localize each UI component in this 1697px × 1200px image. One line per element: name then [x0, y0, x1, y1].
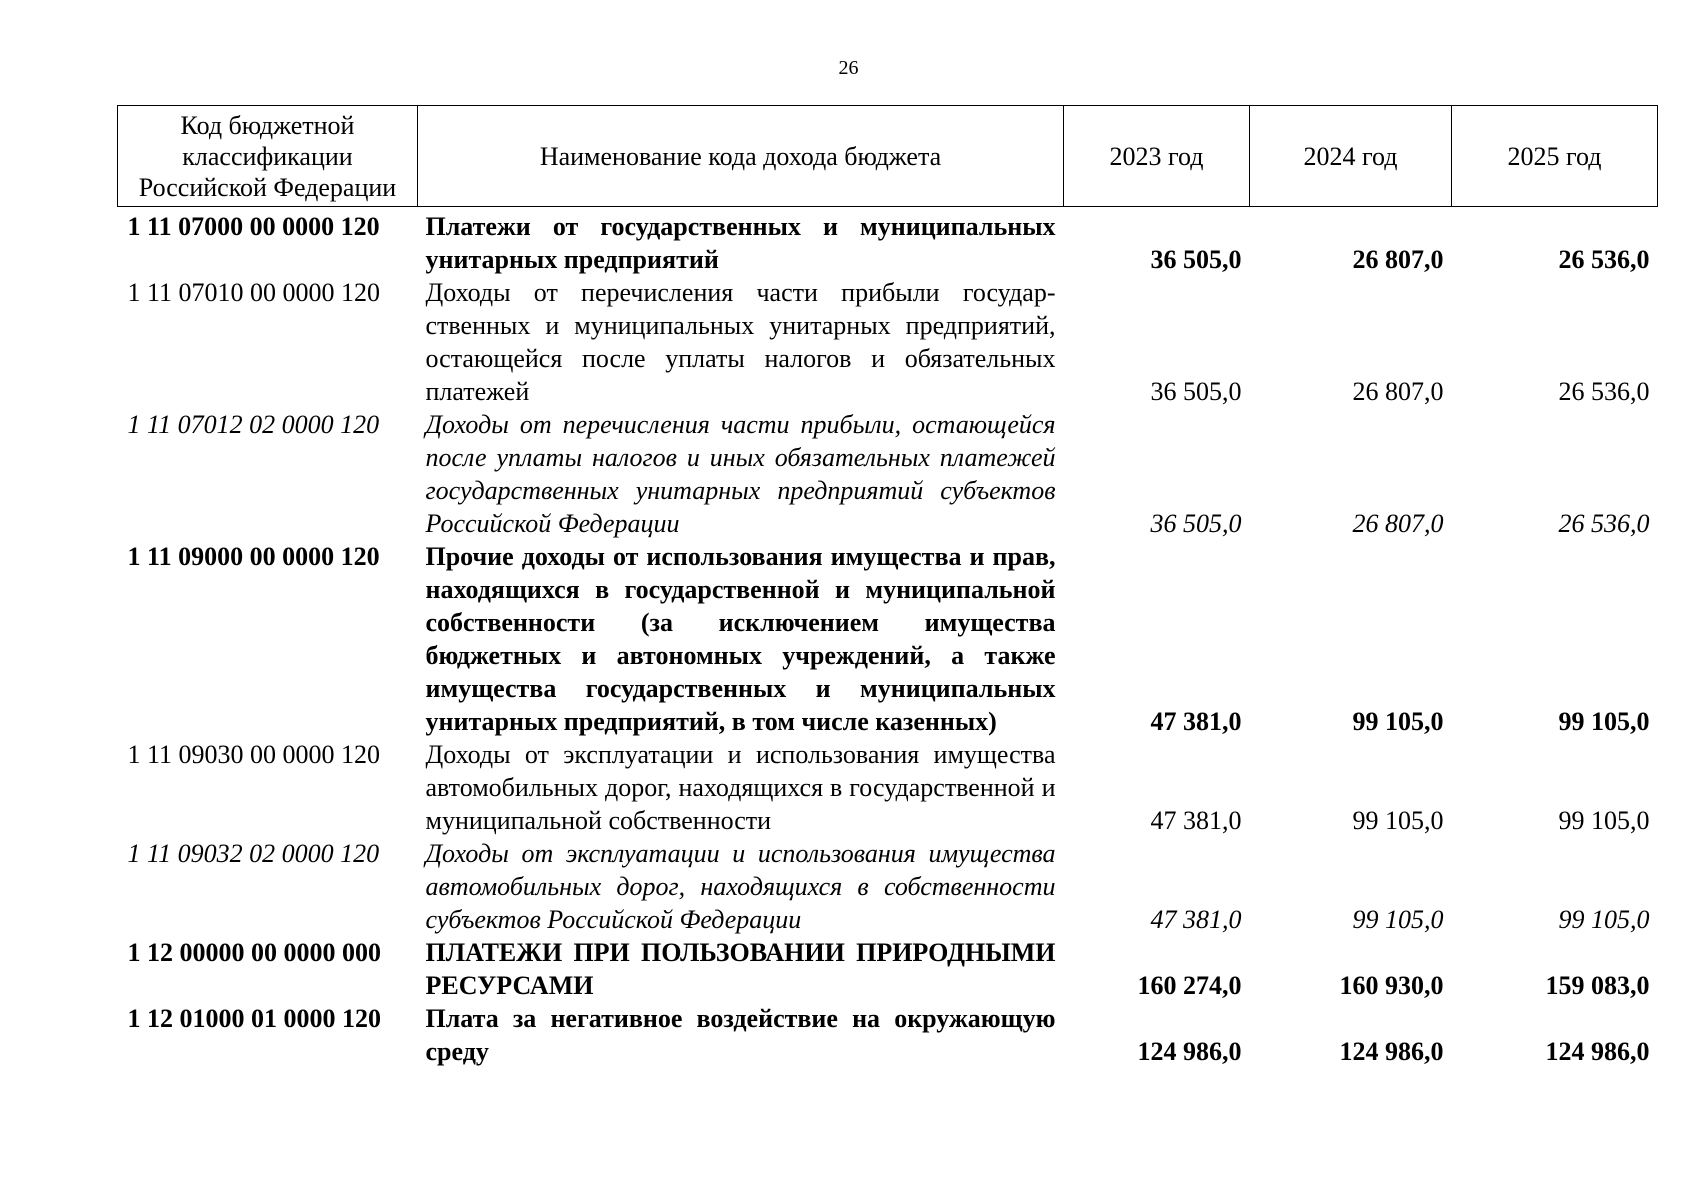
- row-value-2023: 47 381,0: [1150, 905, 1242, 934]
- row-code: 1 12 01000 01 0000 120: [127, 1004, 381, 1033]
- row-value-2024: 99 105,0: [1352, 806, 1444, 835]
- row-code: 1 11 07010 00 0000 120: [127, 278, 381, 307]
- row-value-2025: 26 536,0: [1558, 377, 1650, 406]
- table-row: [118, 837, 1658, 936]
- row-value-2023: 124 986,0: [1137, 1037, 1242, 1066]
- row-value-2025: 26 536,0: [1558, 245, 1650, 274]
- row-value-2024: 26 807,0: [1352, 245, 1444, 274]
- table-row: [118, 738, 1658, 837]
- table-row: [118, 1002, 1658, 1068]
- header-2024: 2024 год: [1250, 106, 1452, 207]
- row-name: Доходы от эксплуатации и использования имущества автомобильных дорог, находящихся в собственности субъектов Российской Федерации: [425, 839, 1056, 934]
- table-row: [118, 936, 1658, 1002]
- row-value-2024: 26 807,0: [1352, 377, 1444, 406]
- row-value-2024: 124 986,0: [1339, 1037, 1444, 1066]
- page-number: 26: [838, 57, 859, 79]
- row-value-2025: 124 986,0: [1545, 1037, 1650, 1066]
- row-value-2025: 26 536,0: [1558, 509, 1650, 538]
- row-value-2024: 99 105,0: [1352, 707, 1444, 736]
- row-value-2024: 160 930,0: [1339, 971, 1444, 1000]
- row-name: Платежи от государственных и муниципальных унитарных предприятий: [425, 212, 1056, 274]
- row-name: Прочие доходы от использования имущества и прав, находящихся в государственной и муниципальной собственности (за исключением имущества бюджетных и автономных учреждений, а также имущества государственных и муниципальных унитарных предприятий, в том числе казенных): [425, 542, 1056, 736]
- row-value-2024: 26 807,0: [1352, 509, 1444, 538]
- row-value-2025: 99 105,0: [1558, 905, 1650, 934]
- row-value-2025: 99 105,0: [1558, 707, 1650, 736]
- row-name: Доходы от перечисления части прибыли, остающейся после уплаты налогов и иных обязательных платежей государственных унитарных предприятий субъектов Российской Федерации: [425, 410, 1056, 538]
- table-row: [118, 207, 1658, 277]
- row-value-2023: 36 505,0: [1150, 509, 1242, 538]
- header-2023: 2023 год: [1064, 106, 1250, 207]
- row-code: 1 11 07000 00 0000 120: [127, 212, 380, 241]
- row-value-2025: 99 105,0: [1558, 806, 1650, 835]
- row-code: 1 11 09000 00 0000 120: [127, 542, 380, 571]
- table-header-row: [118, 106, 1658, 207]
- row-name: ПЛАТЕЖИ ПРИ ПОЛЬЗОВАНИИ ПРИРОДНЫМИ РЕСУРСАМИ: [425, 938, 1056, 1000]
- row-code: 1 11 07012 02 0000 120: [127, 410, 380, 439]
- row-code: 1 11 09030 00 0000 120: [127, 740, 381, 769]
- row-name: Доходы от перечисления части прибыли государственных и муниципальных унитарных предприятий, остающейся после уплаты налогов и обязательных платежей: [425, 278, 1056, 406]
- row-value-2024: 99 105,0: [1352, 905, 1444, 934]
- header-code: Код бюджетной классификации Российской Федерации: [118, 106, 418, 207]
- row-code: 1 12 00000 00 0000 000: [127, 938, 381, 967]
- row-value-2023: 36 505,0: [1150, 377, 1242, 406]
- table-row: [118, 408, 1658, 540]
- budget-revenue-table: [117, 105, 1658, 1068]
- header-name: Наименование кода дохода бюджета: [418, 106, 1064, 207]
- row-value-2023: 36 505,0: [1150, 245, 1242, 274]
- row-value-2023: 47 381,0: [1150, 806, 1242, 835]
- row-name: Доходы от эксплуатации и использования имущества автомобильных дорог, находящихся в государственной и муниципальной собственности: [425, 740, 1056, 835]
- row-value-2023: 160 274,0: [1137, 971, 1242, 1000]
- header-2025: 2025 год: [1452, 106, 1658, 207]
- row-value-2025: 159 083,0: [1545, 971, 1650, 1000]
- row-code: 1 11 09032 02 0000 120: [127, 839, 380, 868]
- table-row: [118, 540, 1658, 738]
- table-row: [118, 276, 1658, 408]
- row-name: Плата за негативное воздействие на окружающую среду: [425, 1004, 1056, 1066]
- row-value-2023: 47 381,0: [1150, 707, 1242, 736]
